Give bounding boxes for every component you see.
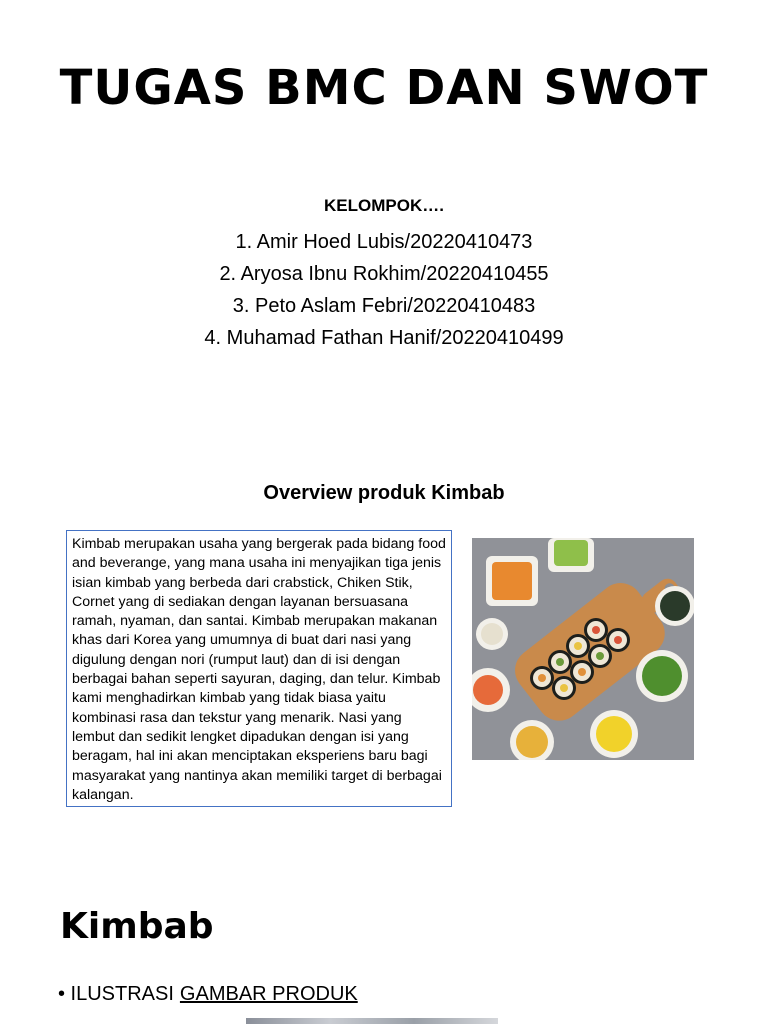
product-image-link[interactable]: GAMBAR PRODUK (179, 983, 358, 1005)
illustration-bullet (58, 983, 358, 1006)
overview-heading: Overview produk Kimbab (263, 482, 505, 504)
member-item: 4. Muhamad Fathan Hanif/20220410499 (204, 327, 564, 349)
product-image-preview (246, 1018, 498, 1024)
member-item: 3. Peto Aslam Febri/20220410483 (232, 295, 536, 317)
kimbab-product-photo (472, 538, 694, 760)
member-item: 2. Aryosa Ibnu Rokhim/20220410455 (219, 263, 549, 285)
section-title: Kimbab (60, 906, 214, 947)
bullet-prefix: • ILUSTRASI (58, 983, 174, 1005)
page-title: TUGAS BMC DAN SWOT (59, 60, 709, 116)
group-label: KELOMPOK…. (324, 196, 444, 215)
description-text-box: Kimbab merupakan usaha yang bergerak pada bidang food and beverange, yang mana usaha ini menyajikan tiga jenis isian kimbab yang berbeda dari crabstick, Chiken Stik, Cornet yang di sediakan dengan layanan bersuasana ramah, nyaman, dan santai. Kimbab merupakan makanan khas dari Korea yang umumnya di buat dari nasi yang digulung dengan nori (rumput laut) dan di isi dengan berbagai bahan seperti sayuran, daging, dan telur. Kimbab kami menghadirkan kimbab yang tidak biasa yaitu kombinasi rasa dan tekstur yang menarik. Nasi yang lembut dan sedikit lengket dipadukan dengan isi yang beragam, hal ini akan menciptakan eksperiens baru bagi masyarakat yang nantinya akan memiliki target di berbagai kalangan. (66, 530, 452, 807)
member-list (0, 226, 768, 354)
member-item: 1. Amir Hoed Lubis/20220410473 (235, 231, 533, 253)
